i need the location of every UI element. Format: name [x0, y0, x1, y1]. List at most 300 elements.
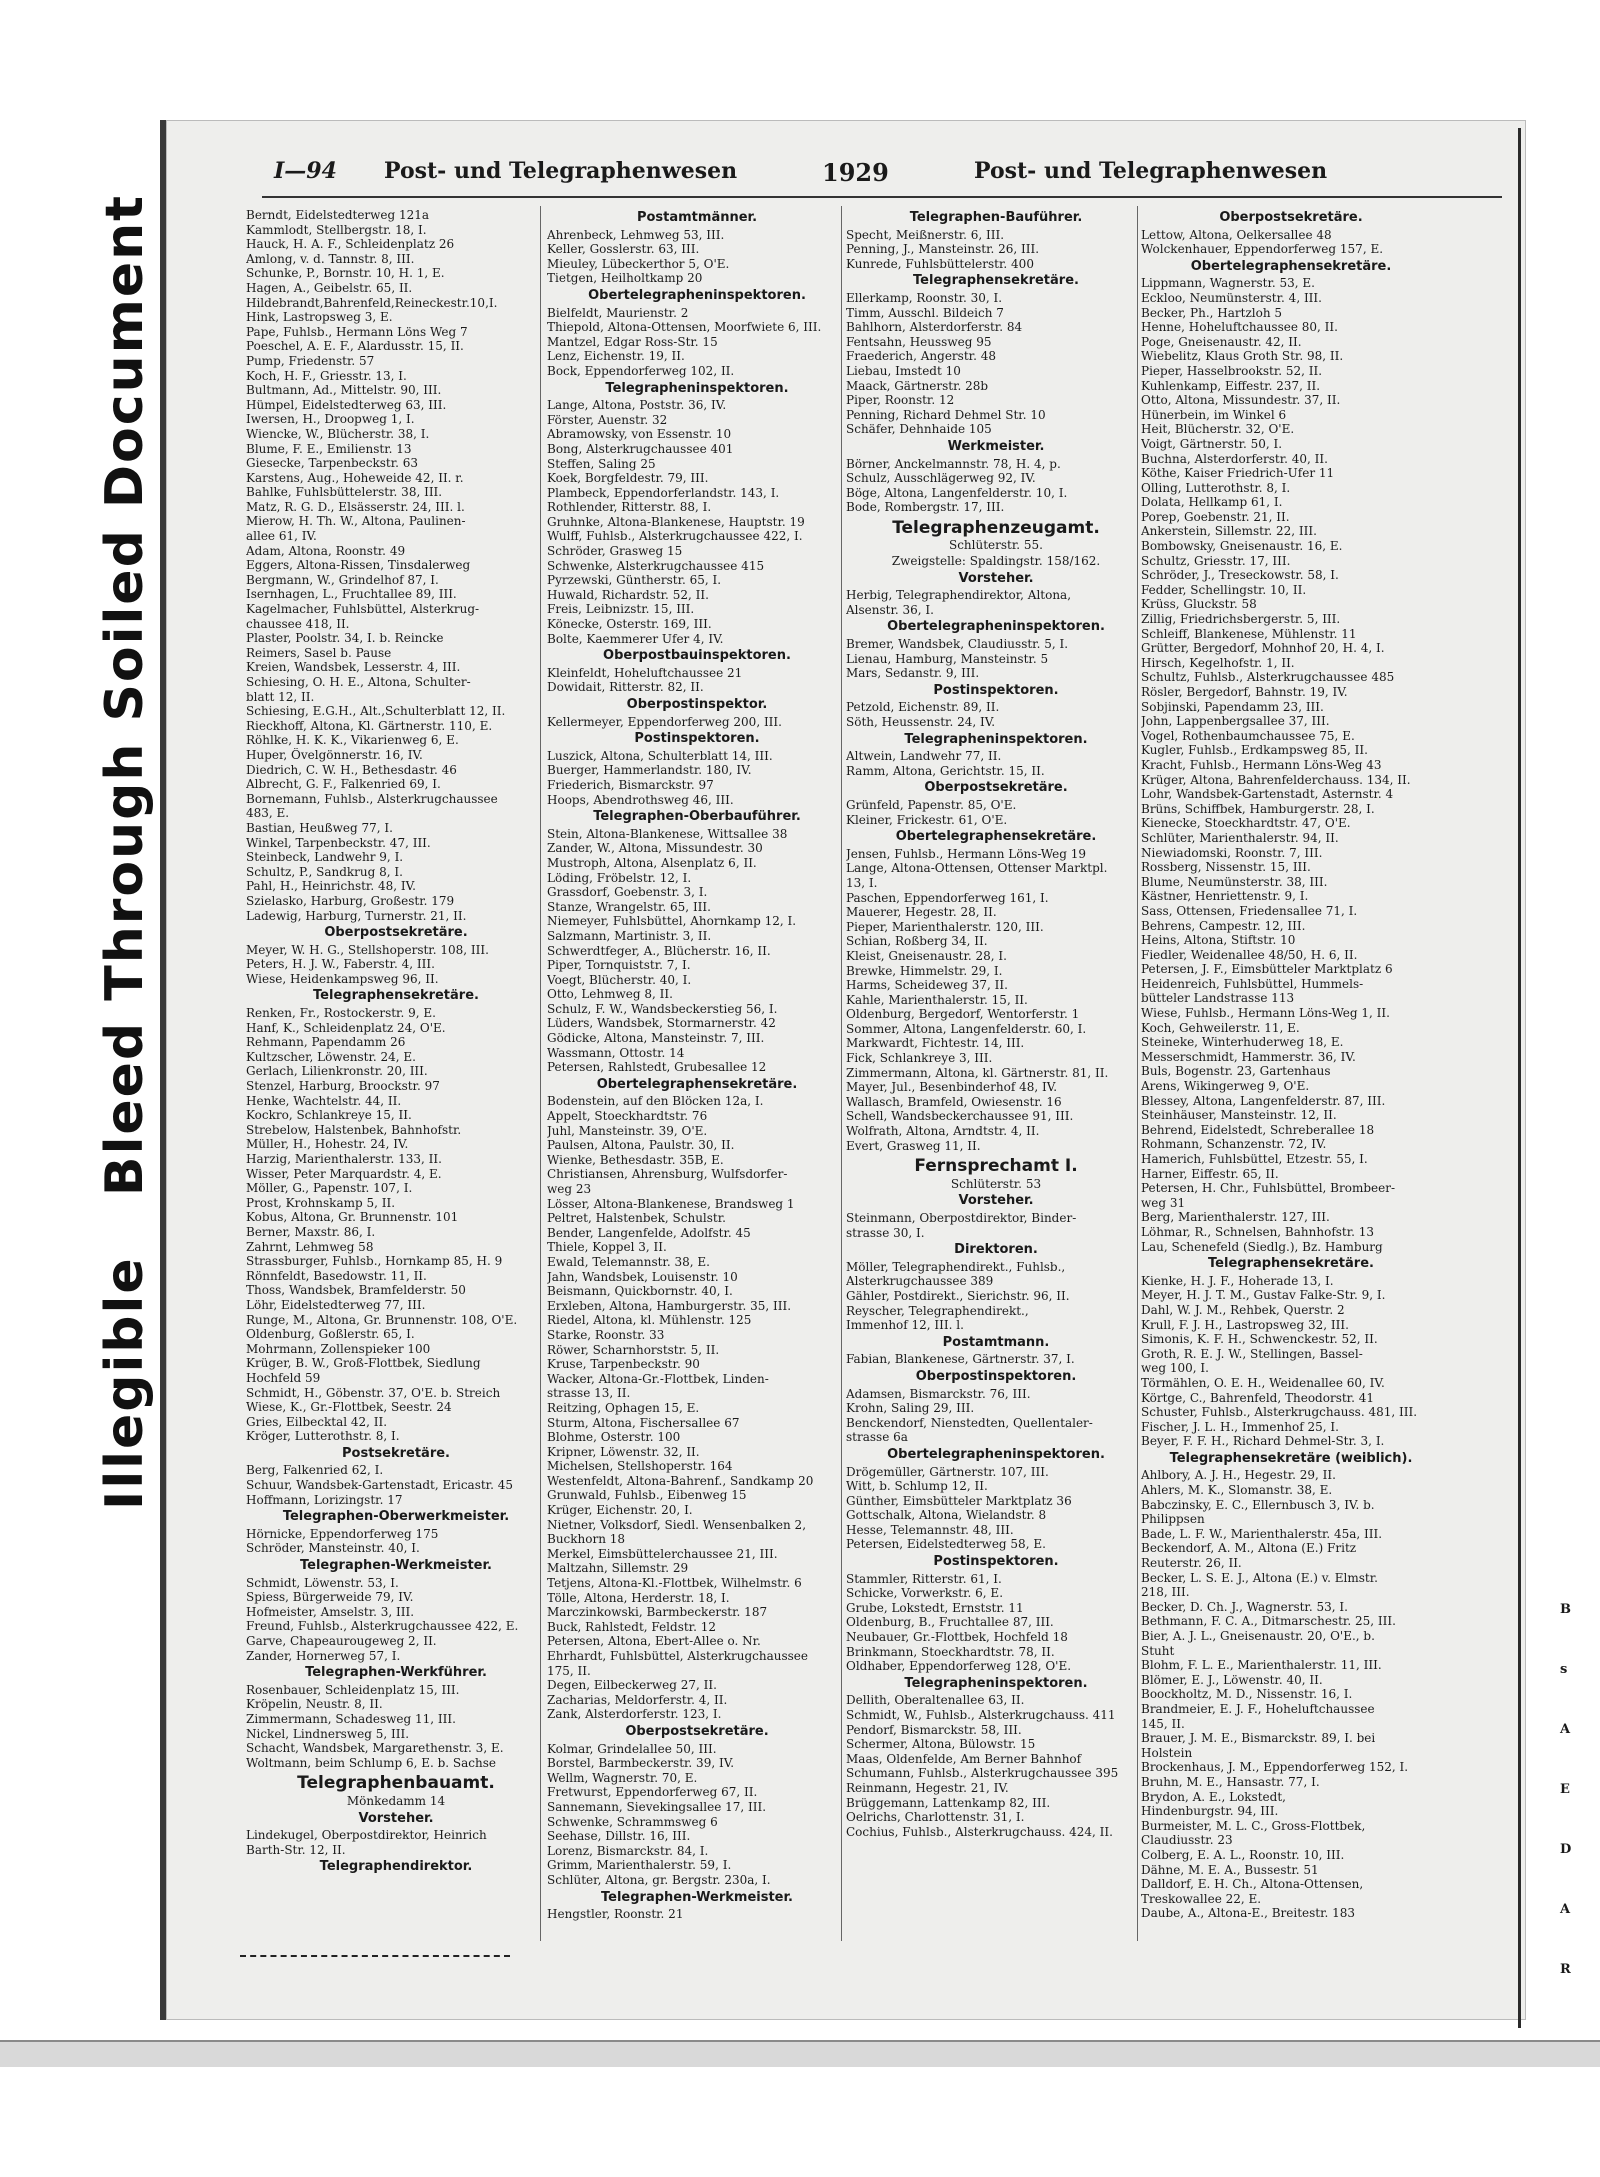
strip-letter: A [1560, 1902, 1571, 1917]
directory-entry: Krüger, Eichenstr. 20, I. [547, 1503, 693, 1518]
directory-entry: Krull, F. J. H., Lastropsweg 32, III. [1141, 1317, 1349, 1332]
directory-entry: Köthe, Kaiser Friedrich-Ufer 11 [1141, 466, 1335, 481]
directory-entry: Amlong, v. d. Tannstr. 8, III. [246, 251, 415, 266]
column-rule-3 [1137, 206, 1138, 1941]
directory-entry: Otto, Altona, Missundestr. 37, II. [1141, 393, 1341, 408]
directory-entry: Specht, Meißnerstr. 6, III. [846, 227, 1005, 242]
directory-entry: Dahl, W. J. M., Rehbek, Querstr. 2 [1141, 1302, 1345, 1317]
directory-entry: Maack, Gärtnerstr. 28b [846, 378, 989, 393]
directory-entry: Kugler, Fuhlsb., Erdkampsweg 85, II. [1141, 743, 1368, 758]
directory-entry: Blume, F. E., Emilienstr. 13 [246, 441, 412, 456]
directory-entry: Philippsen [1141, 1512, 1205, 1527]
directory-entry: Ladewig, Harburg, Turnerstr. 21, II. [246, 908, 467, 923]
directory-entry: Söth, Heussenstr. 24, IV. [846, 715, 996, 729]
directory-entry: Lüders, Wandsbek, Stormarnerstr. 42 [547, 1016, 776, 1031]
directory-entry: Schultz, P., Sandkrug 8, I. [246, 864, 403, 879]
directory-entry: Keller, Gosslerstr. 63, III. [547, 242, 700, 257]
directory-entry: Löding, Fröbelstr. 12, I. [547, 870, 692, 885]
directory-entry: Wiese, K., Gr.-Flottbek, Seestr. 24 [246, 1400, 452, 1415]
directory-entry: Sobjinski, Papendamm 23, III. [1141, 699, 1324, 714]
directory-entry: Bielfeldt, Maurienstr. 2 [547, 305, 689, 320]
directory-entry: 145, II. [1141, 1716, 1185, 1731]
directory-entry: Starke, Roonstr. 33 [547, 1327, 665, 1342]
directory-entry: Winkel, Tarpenbeckstr. 47, III. [246, 835, 431, 850]
header-title-right: Post- und Telegraphenwesen [974, 158, 1328, 184]
directory-entry: Könecke, Osterstr. 169, III. [547, 617, 712, 632]
directory-entry: Tetjens, Altona-Kl.-Flottbek, Wilhelmstr. 6 [547, 1576, 802, 1591]
directory-entry: Schmidt, Löwenstr. 53, I. [246, 1575, 399, 1590]
directory-entry: Schwenke, Alsterkrugchaussee 415 [547, 558, 765, 573]
section-heading: Telegraphensekretäre (weiblich). [1169, 1450, 1413, 1466]
directory-entry: Rieckhoff, Altona, Kl. Gärtnerstr. 110, E. [246, 718, 493, 733]
directory-entry: Koch, Gehweilerstr. 11, E. [1141, 1020, 1300, 1035]
directory-entry: Brewke, Himmelstr. 29, I. [846, 963, 1003, 978]
directory-entry: Matz, R. G. D., Elsässerstr. 24, III. l. [246, 499, 465, 514]
directory-entry: Becker, L. S. E. J., Altona (E.) v. Elmstr. [1141, 1570, 1378, 1585]
directory-entry: Fentsahn, Heussweg 95 [846, 334, 992, 349]
directory-entry: Reyscher, Telegraphendirekt., [846, 1303, 1029, 1318]
directory-entry: Kleist, Gneisenaustr. 28, I. [846, 948, 1007, 963]
section-heading: Oberpostsekretäre. [924, 780, 1068, 796]
directory-entry: Bender, Langenfelde, Adolfstr. 45 [547, 1225, 751, 1240]
strip-letter: B [1560, 1602, 1571, 1617]
section-heading: Oberpostinspektor. [626, 697, 768, 712]
directory-entry: Fischer, J. L. H., Immenhof 25, I. [1141, 1419, 1339, 1434]
directory-entry: Reimers, Sasel b. Pause [246, 645, 392, 660]
column-rule-1 [540, 206, 541, 1941]
directory-entry: Schulz, F. W., Wandsbeckerstieg 56, I. [547, 1001, 778, 1016]
header-title-left: Post- und Telegraphenwesen [384, 158, 738, 184]
directory-entry: Freund, Fuhlsb., Alsterkrugchaussee 422, E. [246, 1619, 519, 1634]
directory-entry: Hamerich, Fuhlsbüttel, Etzestr. 55, I. [1141, 1152, 1368, 1166]
directory-entry: Renken, Fr., Rostockerstr. 9, E. [246, 1006, 436, 1021]
directory-entry: Prost, Krohnskamp 5, II. [246, 1195, 396, 1210]
directory-entry: Pieper, Marienthalerstr. 120, III. [846, 919, 1044, 934]
directory-entry: Nietner, Volksdorf, Siedl. Wensenbalken 2, [547, 1517, 807, 1532]
directory-entry: Blohm, F. L. E., Marienthalerstr. 11, III. [1141, 1658, 1382, 1673]
directory-entry: Petersen, J. F., Eimsbütteler Marktplatz 6 [1141, 962, 1393, 977]
directory-entry: Gähler, Postdirekt., Sierichstr. 96, II. [846, 1288, 1070, 1303]
strip-letter: R [1560, 1962, 1571, 1977]
directory-entry: Mieuley, Lübeckerthor 5, O'E. [547, 256, 730, 271]
directory-entry: Buerger, Hammerlandstr. 180, IV. [547, 763, 752, 778]
directory-entry: 13, I. [846, 875, 878, 890]
directory-entry: Bier, A. J. L., Gneisenaustr. 20, O'E., b. [1141, 1629, 1375, 1643]
directory-entry: Brydon, A. E., Lokstedt, [1141, 1789, 1286, 1804]
directory-entry: Stein, Altona-Blankenese, Wittsallee 38 [547, 826, 788, 841]
section-heading: Vorsteher. [358, 1810, 434, 1826]
directory-entry: Peters, H. J. W., Faberstr. 4, III. [246, 957, 435, 972]
directory-entry: Burmeister, M. L. C., Gross-Flottbek, [1141, 1818, 1366, 1833]
directory-entry: Koek, Borgfeldestr. 79, III. [547, 471, 709, 486]
directory-entry: Arens, Wikingerweg 9, O'E. [1141, 1079, 1310, 1094]
directory-entry: Barth-Str. 12, II. [246, 1842, 346, 1857]
section-heading: Postinspektoren. [634, 731, 760, 747]
directory-entry: Bethmann, F. C. A., Ditmarschestr. 25, III. [1141, 1614, 1396, 1629]
directory-entry: Hengstler, Roonstr. 21 [547, 1907, 684, 1922]
directory-entry: Daube, A., Altona-E., Breitestr. 183 [1141, 1906, 1356, 1921]
office-address: Schlüterstr. 53 [950, 1176, 1042, 1191]
directory-entry: Eggers, Altona-Rissen, Tinsdalerweg [246, 558, 471, 573]
directory-entry: Steinhäuser, Mansteinstr. 12, II. [1141, 1108, 1337, 1123]
section-heading: Telegrapheninspektoren. [904, 1675, 1088, 1691]
directory-entry: Porep, Goebenstr. 21, II. [1141, 509, 1290, 524]
directory-entry: Drögemüller, Gärtnerstr. 107, III. [846, 1464, 1049, 1479]
directory-entry: bütteler Landstrasse 113 [1141, 991, 1295, 1006]
directory-entry: Schiesing, E.G.H., Alt.,Schulterblatt 12, II. [246, 704, 506, 719]
directory-entry: Rohmann, Schanzenstr. 72, IV. [1141, 1137, 1327, 1152]
directory-entry: Thoss, Wandsbek, Bramfelderstr. 50 [246, 1283, 466, 1298]
directory-entry: Wallasch, Bramfeld, Owiesenstr. 16 [846, 1094, 1062, 1109]
section-heading: Telegraphendirektor. [319, 1859, 473, 1875]
directory-entry: Schuur, Wandsbek-Gartenstadt, Ericastr. 45 [246, 1478, 513, 1493]
directory-entry: Kuhlenkamp, Eiffestr. 237, II. [1141, 378, 1321, 393]
column-3 [846, 208, 1146, 1839]
directory-entry: Heins, Altona, Stiftstr. 10 [1141, 933, 1296, 948]
section-heading: Postsekretäre. [342, 1445, 450, 1461]
directory-entry: Groth, R. E. J. W., Stellingen, Bassel- [1141, 1346, 1363, 1361]
directory-entry: Mayer, Jul., Besenbinderhof 48, IV. [846, 1080, 1058, 1095]
directory-entry: Paschen, Eppendorferweg 161, I. [846, 890, 1049, 905]
directory-entry: Kunrede, Fuhlsbüttelerstr. 400 [846, 256, 1034, 271]
directory-entry: Lindekugel, Oberpostdirektor, Heinrich [246, 1828, 487, 1843]
directory-entry: Diedrich, C. W. H., Bethesdastr. 46 [246, 762, 457, 777]
directory-entry: Voegt, Blücherstr. 40, I. [547, 972, 692, 987]
section-heading: Obertelegraphensekretäre. [895, 829, 1097, 845]
directory-entry: Fabian, Blankenese, Gärtnerstr. 37, I. [846, 1352, 1075, 1367]
directory-entry: weg 31 [1141, 1195, 1186, 1210]
directory-entry: Poge, Gneisenaustr. 42, II. [1141, 334, 1302, 349]
directory-entry: Rosenbauer, Schleidenplatz 15, III. [246, 1682, 460, 1697]
directory-entry: Bahlke, Fuhlsbüttelerstr. 38, III. [246, 485, 443, 500]
directory-entry: Ahlbory, A. J. H., Hegestr. 29, II. [1141, 1468, 1336, 1483]
directory-entry: Dalldorf, E. H. Ch., Altona-Ottensen, [1141, 1877, 1364, 1892]
directory-entry: Günther, Eimsbütteler Marktplatz 36 [846, 1493, 1072, 1508]
office-heading: Telegraphenzeugamt. [892, 517, 1100, 538]
section-heading: Telegraphen-Werkmeister. [300, 1558, 492, 1574]
section-heading: Telegrapheninspektoren. [904, 731, 1088, 747]
directory-entry: Müller, H., Hohestr. 24, IV. [246, 1137, 409, 1152]
section-heading: Telegraphen-Bauführer. [909, 210, 1083, 225]
directory-entry: Pump, Friedenstr. 57 [246, 353, 375, 368]
directory-entry: Treskowallee 22, E. [1141, 1891, 1262, 1906]
directory-entry: Lienau, Hamburg, Mansteinstr. 5 [846, 651, 1049, 666]
directory-entry: Wacker, Altona-Gr.-Flottbek, Linden- [547, 1371, 769, 1386]
directory-entry: Juhl, Mansteinstr. 39, O'E. [547, 1123, 708, 1138]
directory-entry: Brüggemann, Lattenkamp 82, III. [846, 1795, 1051, 1810]
directory-entry: Strebelow, Halstenbek, Bahnhofstr. [246, 1122, 462, 1137]
directory-entry: Meyer, H. J. T. M., Gustav Falke-Str. 9, I. [1141, 1288, 1386, 1303]
directory-entry: Claudiusstr. 23 [1141, 1833, 1233, 1848]
directory-entry: Lösser, Altona-Blankenese, Brandsweg 1 [547, 1196, 795, 1211]
directory-entry: Erxleben, Altona, Hamburgerstr. 35, III. [547, 1298, 792, 1313]
directory-entry: Mantzel, Edgar Ross-Str. 15 [547, 334, 718, 349]
directory-entry: Bornemann, Fuhlsb., Alsterkrugchaussee [246, 791, 498, 806]
directory-entry: Schian, Roßberg 34, II. [846, 934, 988, 949]
section-heading: Obertelegraphensekretäre. [596, 1076, 798, 1092]
directory-entry: Piper, Roonstr. 12 [846, 393, 955, 408]
directory-entry: Buls, Bogenstr. 23, Gartenhaus [1141, 1064, 1331, 1079]
directory-entry: Fraederich, Angerstr. 48 [846, 349, 996, 364]
directory-entry: Fick, Schlankreye 3, III. [846, 1051, 993, 1066]
directory-entry: Brauer, J. M. E., Bismarckstr. 89, I. bei [1141, 1731, 1376, 1746]
directory-entry: Wassmann, Ottostr. 14 [547, 1045, 685, 1060]
directory-entry: Mars, Sedanstr. 9, III. [846, 666, 980, 681]
section-heading: Telegraphensekretäre. [1208, 1256, 1374, 1272]
directory-entry: Hofmeister, Amselstr. 3, III. [246, 1604, 415, 1619]
directory-entry: Schmidt, H., Göbenstr. 37, O'E. b. Streich [246, 1385, 501, 1400]
directory-entry: Hoffmann, Lorizingstr. 17 [246, 1492, 403, 1507]
directory-entry: Peltret, Halstenbek, Schulstr. [547, 1211, 726, 1226]
directory-entry: Rossberg, Nissenstr. 15, III. [1141, 860, 1311, 875]
directory-entry: Kleinfeldt, Hoheluftchaussee 21 [547, 665, 743, 680]
directory-entry: Schwerdtfeger, A., Blücherstr. 16, II. [547, 943, 771, 958]
directory-entry: Mustroph, Altona, Alsenplatz 6, II. [547, 855, 757, 870]
directory-entry: Hink, Lastropsweg 3, E. [246, 310, 393, 325]
directory-entry: Brandmeier, E. J. F., Hoheluftchaussee [1141, 1701, 1375, 1716]
directory-entry: Borstel, Barmbeckerstr. 39, IV. [547, 1756, 735, 1771]
section-heading: Vorsteher. [958, 570, 1034, 586]
directory-entry: Poeschel, A. E. F., Alardusstr. 15, II. [246, 339, 464, 354]
directory-entry: Kröpelin, Neustr. 8, II. [246, 1697, 383, 1712]
directory-entry: Thiepold, Altona-Ottensen, Moorfwiete 6, III. [547, 320, 822, 335]
directory-entry: Garve, Chapeaurougeweg 2, II. [246, 1634, 437, 1648]
directory-entry: Schunke, P., Bornstr. 10, H. 1, E. [246, 266, 445, 281]
directory-entry: Merkel, Eimsbüttelerchaussee 21, III. [547, 1546, 778, 1561]
directory-entry: Salzmann, Martinistr. 3, II. [547, 928, 712, 943]
directory-entry: Bahlhorn, Alsterdorferstr. 84 [846, 320, 1023, 335]
directory-entry: Möller, Telegraphendirekt., Fuhlsb., [846, 1259, 1066, 1274]
directory-entry: Cochius, Fuhlsb., Alsterkrugchauss. 424, II. [846, 1824, 1113, 1839]
directory-entry: Koch, H. F., Griesstr. 13, I. [246, 368, 407, 383]
directory-entry: Törmählen, O. E. H., Weidenallee 60, IV. [1141, 1375, 1385, 1390]
directory-entry: John, Lappenbergsallee 37, III. [1141, 714, 1330, 729]
directory-entry: Kienke, H. J. F., Hoherade 13, I. [1141, 1273, 1334, 1288]
directory-entry: Steinbeck, Landwehr 9, I. [246, 850, 404, 865]
directory-entry: Möller, G., Papenstr. 107, I. [246, 1181, 413, 1196]
directory-entry: Pieper, Hasselbrookstr. 52, II. [1141, 363, 1323, 378]
directory-entry: Liebau, Imstedt 10 [846, 363, 961, 378]
directory-entry: Böge, Altona, Langenfelderstr. 10, I. [846, 485, 1068, 500]
directory-entry: Rösler, Bergedorf, Bahnstr. 19, IV. [1141, 685, 1348, 699]
directory-entry: 218, III. [1141, 1585, 1190, 1600]
strip-letter: A [1560, 1722, 1571, 1737]
directory-entry: Krüger, B. W., Groß-Flottbek, Siedlung [246, 1356, 481, 1371]
scan-bottom-edge [0, 2040, 1600, 2067]
directory-entry: Schicke, Vorwerkstr. 6, E. [846, 1586, 1004, 1601]
directory-entry: Pyrzewski, Güntherstr. 65, I. [547, 573, 722, 588]
directory-entry: Sturm, Altona, Fischersallee 67 [547, 1415, 740, 1430]
directory-entry: Börner, Anckelmannstr. 78, H. 4, p. [846, 456, 1061, 471]
directory-entry: Westenfeldt, Altona-Bahrenf., Sandkamp 20 [547, 1473, 814, 1488]
section-heading: Obertelegrapheninspektoren. [588, 287, 806, 303]
section-heading: Obertelegrapheninspektoren. [887, 619, 1105, 635]
directory-entry: Tietgen, Heilholtkamp 20 [547, 271, 703, 286]
directory-entry: Kahle, Marienthalerstr. 15, II. [846, 992, 1028, 1007]
directory-entry: Hörnicke, Eppendorferweg 175 [246, 1526, 439, 1541]
directory-entry: Krüger, Altona, Bahrenfelderchauss. 134, II. [1141, 772, 1411, 787]
directory-entry: Ankerstein, Sillemstr. 22, III. [1141, 524, 1317, 539]
directory-entry: Markwardt, Fichtestr. 14, III. [846, 1036, 1025, 1051]
directory-entry: Herbig, Telegraphendirektor, Altona, [846, 588, 1072, 603]
directory-entry: Riedel, Altona, kl. Mühlenstr. 125 [547, 1313, 752, 1328]
directory-entry: Wolckenhauer, Eppendorferweg 157, E. [1141, 242, 1384, 257]
directory-entry: Hochfeld 59 [246, 1370, 321, 1385]
dashed-rule [240, 1955, 510, 1957]
directory-entry: Altwein, Landwehr 77, II. [846, 749, 1002, 764]
page-number: I—94 [274, 158, 337, 184]
directory-entry: Zahrnt, Lehmweg 58 [246, 1239, 374, 1254]
directory-entry: Albrecht, G. F., Falkenried 69, I. [246, 777, 441, 792]
directory-entry: Schleiff, Blankenese, Mühlenstr. 11 [1141, 626, 1357, 641]
directory-entry: Zank, Alsterdorferstr. 123, I. [547, 1707, 722, 1722]
directory-entry: Oldhaber, Eppendorferweg 128, O'E. [846, 1659, 1072, 1674]
directory-entry: Strassburger, Fuhlsb., Hornkamp 85, H. 9 [246, 1254, 503, 1269]
directory-entry: Freis, Leibnizstr. 15, III. [547, 602, 695, 617]
directory-entry: Kripner, Löwenstr. 32, II. [547, 1444, 700, 1459]
directory-entry: Becker, Ph., Hartzloh 5 [1141, 305, 1283, 320]
directory-entry: Bastian, Heußweg 77, I. [246, 820, 393, 835]
directory-entry: Krüss, Gluckstr. 58 [1141, 597, 1257, 612]
directory-entry: Hauck, H. A. F., Schleidenplatz 26 [246, 237, 455, 252]
directory-entry: blatt 12, II. [246, 689, 315, 704]
directory-entry: Schröder, Grasweg 15 [547, 544, 683, 559]
directory-entry: Steinmann, Oberpostdirektor, Binder- [846, 1211, 1077, 1225]
directory-entry: Hirsch, Kegelhofstr. 1, II. [1141, 655, 1295, 670]
directory-entry: Kammlodt, Stellbergstr. 18, I. [246, 222, 427, 237]
directory-entry: Steffen, Saling 25 [547, 456, 656, 471]
column-4 [1141, 208, 1441, 1921]
directory-entry: Berndt, Eidelstedterweg 121a [246, 208, 430, 222]
directory-entry: Pendorf, Bismarckstr. 58, III. [846, 1722, 1022, 1737]
directory-entry: Wiese, Heidenkampsweg 96, II. [246, 971, 439, 986]
directory-entry: Oldenburg, Goßlerstr. 65, I. [246, 1327, 415, 1342]
directory-entry: Petersen, Rahlstedt, Grubesallee 12 [547, 1060, 767, 1075]
directory-entry: Holstein [1141, 1745, 1193, 1760]
directory-entry: Henne, Hoheluftchaussee 80, II. [1141, 320, 1338, 335]
directory-entry: Bolte, Kaemmerer Ufer 4, IV. [547, 631, 724, 646]
right-page-rule [1518, 128, 1521, 2028]
directory-entry: Dähne, M. E. A., Bussestr. 51 [1141, 1862, 1319, 1877]
directory-entry: Timm, Ausschl. Bildeich 7 [846, 305, 1004, 320]
office-heading: Telegraphenbauamt. [297, 1773, 495, 1794]
section-heading: Oberpostsekretäre. [1219, 210, 1363, 225]
directory-entry: Kobus, Altona, Gr. Brunnenstr. 101 [246, 1210, 459, 1225]
section-heading: Postamtmänner. [636, 210, 758, 225]
directory-entry: Kröger, Lutterothstr. 8, I. [246, 1429, 400, 1444]
directory-entry: Hoops, Abendrothsweg 46, III. [547, 792, 734, 807]
section-heading: Direktoren. [954, 1242, 1038, 1258]
directory-entry: Löhmar, R., Schnelsen, Bahnhofstr. 13 [1141, 1224, 1375, 1239]
strip-letter: E [1560, 1782, 1570, 1797]
directory-entry: Bong, Alsterkrugchaussee 401 [547, 441, 734, 456]
directory-entry: Abramowsky, von Essenstr. 10 [547, 427, 732, 442]
directory-entry: 483, E. [246, 806, 290, 821]
directory-entry: Vogel, Rothenbaumchaussee 75, E. [1141, 728, 1355, 743]
directory-entry: Bultmann, Ad., Mittelstr. 90, III. [246, 383, 442, 398]
directory-entry: Lohr, Wandsbek-Gartenstadt, Asternstr. 4 [1141, 787, 1394, 802]
directory-entry: Gruhnke, Altona-Blankenese, Hauptstr. 19 [547, 514, 805, 529]
directory-entry: Zimmermann, Schadesweg 11, III. [246, 1711, 456, 1726]
directory-entry: Hümpel, Eidelstedterweg 63, III. [246, 397, 447, 412]
directory-entry: Kockro, Schlankreye 15, II. [246, 1108, 412, 1123]
directory-entry: Otto, Lehmweg 8, II. [547, 987, 673, 1002]
directory-entry: weg 23 [547, 1182, 592, 1196]
directory-entry: Grassdorf, Goebenstr. 3, I. [547, 885, 708, 900]
section-heading: Telegraphensekretäre. [913, 273, 1079, 289]
directory-entry: Kruse, Tarpenbeckstr. 90 [547, 1357, 700, 1372]
directory-entry: Seehase, Dillstr. 16, III. [547, 1829, 691, 1844]
directory-entry: Bock, Eppendorferweg 102, II. [547, 363, 735, 378]
directory-entry: Wolfrath, Altona, Arndtstr. 4, II. [846, 1124, 1040, 1139]
directory-entry: Schwenke, Schrammsweg 6 [547, 1814, 718, 1829]
directory-entry: Wulff, Fuhlsb., Alsterkrugchaussee 422, I. [547, 529, 803, 544]
directory-entry: Gerlach, Lilienkronstr. 20, III. [246, 1064, 428, 1079]
directory-entry: Thiele, Koppel 3, II. [547, 1240, 667, 1255]
directory-entry: Maltzahn, Sillemstr. 29 [547, 1561, 689, 1576]
directory-entry: Friederich, Bismarckstr. 97 [547, 777, 714, 792]
right-page-strip [1560, 1580, 1600, 2000]
directory-entry: Bade, L. F. W., Marienthalerstr. 45a, III. [1141, 1526, 1383, 1541]
directory-entry: Hindenburgstr. 94, III. [1141, 1804, 1279, 1819]
directory-entry: Grimm, Marienthalerstr. 59, I. [547, 1858, 732, 1873]
directory-entry: Kreien, Wandsbek, Lesserstr. 4, III. [246, 660, 461, 675]
directory-entry: Bodenstein, auf den Blöcken 12a, I. [547, 1094, 764, 1109]
directory-entry: Appelt, Stoeckhardtstr. 76 [547, 1109, 708, 1124]
directory-entry: Harms, Scheideweg 37, II. [846, 978, 1008, 993]
directory-entry: Brüns, Schiffbek, Hamburgerstr. 28, I. [1141, 801, 1375, 816]
directory-entry: Kienecke, Stoeckhardtstr. 47, O'E. [1141, 816, 1351, 831]
strip-letter: D [1560, 1842, 1572, 1857]
directory-entry: Kultzscher, Löwenstr. 24, E. [246, 1049, 416, 1064]
directory-entry: Löhr, Eidelstedterweg 77, III. [246, 1297, 426, 1312]
directory-entry: Blessey, Altona, Langenfelderstr. 87, III. [1141, 1093, 1386, 1108]
directory-entry: Bremer, Wandsbek, Claudiusstr. 5, I. [846, 637, 1069, 652]
directory-entry: Simonis, K. F. H., Schwenckestr. 52, II. [1141, 1332, 1378, 1347]
directory-entry: Stanze, Wrangelstr. 65, III. [547, 899, 711, 914]
directory-entry: Gries, Eilbecktal 42, II. [246, 1414, 388, 1429]
directory-entry: Berner, Maxstr. 86, I. [246, 1224, 376, 1239]
directory-entry: Dowidait, Ritterstr. 82, II. [547, 680, 704, 695]
directory-entry: Alsterkrugchaussee 389 [846, 1274, 994, 1289]
directory-entry: Wiebelitz, Klaus Groth Str. 98, II. [1141, 349, 1344, 364]
header-year: 1929 [822, 158, 889, 187]
directory-entry: Immenhof 12, III. l. [846, 1318, 964, 1333]
directory-entry: Stuht [1141, 1643, 1175, 1658]
section-heading: Telegraphensekretäre. [313, 988, 479, 1004]
directory-entry: Michelsen, Stellshoperstr. 164 [547, 1459, 733, 1474]
directory-entry: Grütter, Bergedorf, Mohnhof 20, H. 4, I. [1141, 641, 1385, 656]
directory-entry: Berg, Marienthalerstr. 127, III. [1141, 1210, 1330, 1225]
directory-entry: Krohn, Saling 29, III. [846, 1401, 975, 1416]
directory-entry: Penning, Richard Dehmel Str. 10 [846, 407, 1046, 422]
directory-entry: Lau, Schenefeld (Siedlg.), Bz. Hamburg [1141, 1239, 1383, 1254]
section-heading: Postinspektoren. [933, 682, 1059, 698]
directory-entry: Schumann, Fuhlsb., Alsterkrugchaussee 395 [846, 1766, 1119, 1781]
directory-entry: Zander, Hornerweg 57, I. [246, 1648, 401, 1663]
directory-entry: Kleiner, Frickestr. 61, O'E. [846, 812, 1008, 827]
directory-entry: Kellermeyer, Eppendorferweg 200, III. [547, 714, 782, 729]
directory-entry: Rehmann, Papendamm 26 [246, 1035, 406, 1050]
directory-entry: Fiedler, Weidenallee 48/50, H. 6, II. [1141, 947, 1358, 962]
directory-entry: Adam, Altona, Roonstr. 49 [246, 543, 406, 558]
directory-entry: Boockholtz, M. D., Nissenstr. 16, I. [1141, 1687, 1353, 1702]
directory-entry: Blume, Neumünsterstr. 38, III. [1141, 874, 1328, 889]
directory-entry: Isernhagen, L., Fruchtallee 89, III. [246, 587, 457, 602]
directory-entry: Grube, Lokstedt, Ernststr. 11 [846, 1600, 1024, 1615]
directory-entry: Bruhn, M. E., Hansastr. 77, I. [1141, 1774, 1320, 1789]
directory-entry: Steineke, Winterhuderweg 18, E. [1141, 1035, 1344, 1050]
